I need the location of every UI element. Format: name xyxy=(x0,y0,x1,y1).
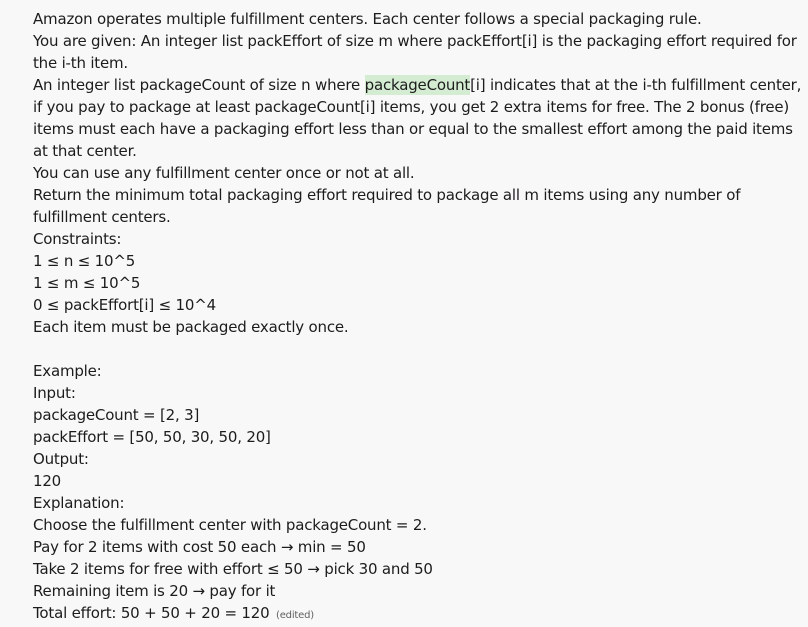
explanation-choose: Choose the fulfillment center with packageCount = 2. xyxy=(33,516,427,534)
message-body xyxy=(33,8,803,627)
package-count-prefix: An integer list packageCount of size n where xyxy=(33,76,365,94)
constraint-m: 1 ≤ m ≤ 10^5 xyxy=(33,274,141,292)
package-count-suffix: [i] indicates that at the i-th fulfillment center, if you pay to package at least packageCount[i] items, you get 2 extra items for free. The 2 bonus (free) items must each have a packaging effort less than or equal to the smallest effort among the paid items at that center. xyxy=(33,76,802,160)
output-heading: Output: xyxy=(33,450,89,468)
constraint-effort: 0 ≤ packEffort[i] ≤ 10^4 xyxy=(33,296,216,314)
return-text: Return the minimum total packaging effort required to package all m items using any number of fulfillment centers. xyxy=(33,186,741,226)
explanation-total-text: Total effort: 50 + 50 + 20 = 120 xyxy=(33,604,270,622)
example-heading: Example: xyxy=(33,362,102,380)
use-center-text: You can use any fulfillment center once or not at all. xyxy=(33,164,415,182)
input-heading: Input: xyxy=(33,384,76,402)
intro-text: Amazon operates multiple fulfillment centers. Each center follows a special packaging rule. xyxy=(33,10,702,28)
constraint-once: Each item must be packaged exactly once. xyxy=(33,318,349,336)
given-text: You are given: An integer list packEffort of size m where packEffort[i] is the packaging effort required for the i-th item. xyxy=(33,32,797,72)
blank-line xyxy=(33,338,803,360)
edited-label: (edited) xyxy=(276,610,314,621)
explanation-total xyxy=(33,602,803,627)
constraint-n: 1 ≤ n ≤ 10^5 xyxy=(33,252,136,270)
explanation-remaining: Remaining item is 20 → pay for it xyxy=(33,582,276,600)
package-count-text xyxy=(33,74,803,162)
output-value: 120 xyxy=(33,472,62,490)
constraints-heading: Constraints: xyxy=(33,230,122,248)
explanation-free: Take 2 items for free with effort ≤ 50 → pick 30 and 50 xyxy=(33,560,433,578)
explanation-heading: Explanation: xyxy=(33,494,125,512)
highlighted-term: packageCount xyxy=(364,76,471,94)
explanation-pay: Pay for 2 items with cost 50 each → min = 50 xyxy=(33,538,366,556)
input-pack-effort: packEffort = [50, 50, 30, 50, 20] xyxy=(33,428,271,446)
input-package-count: packageCount = [2, 3] xyxy=(33,406,200,424)
